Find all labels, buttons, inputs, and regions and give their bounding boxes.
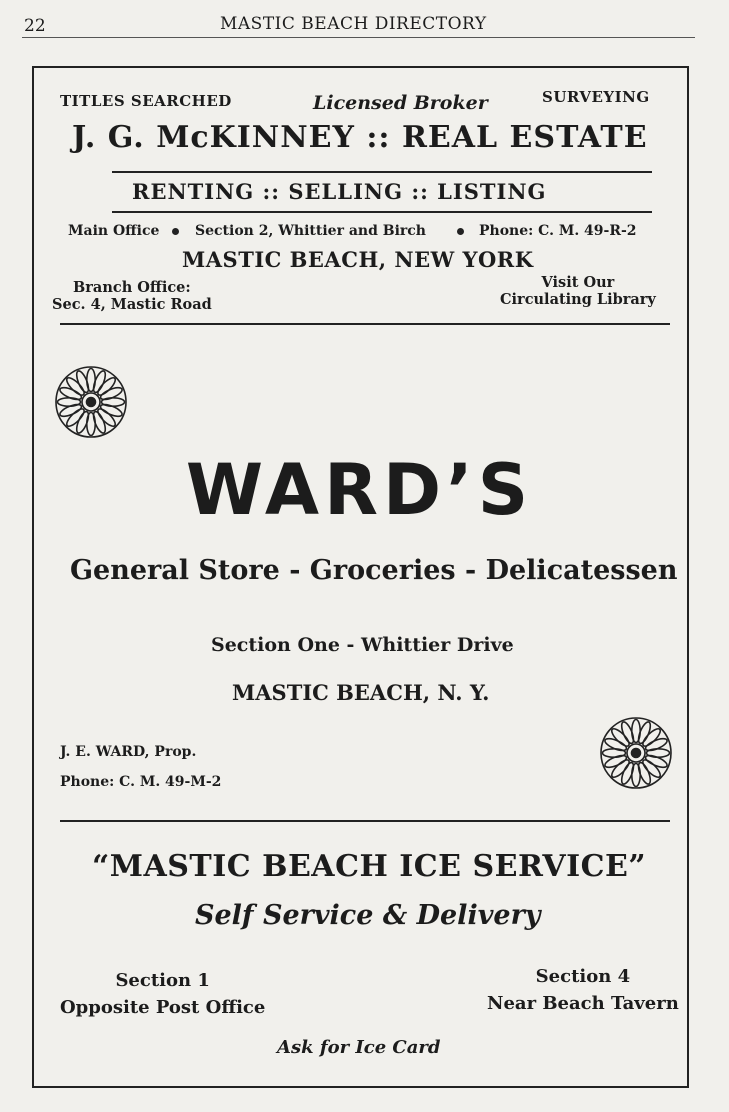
branch-office-label: Branch Office:: [73, 279, 191, 296]
section-divider-2: [60, 820, 670, 822]
rosette-ornament-icon: [53, 364, 129, 440]
wards-proprietor: J. E. WARD, Prop.: [60, 744, 197, 760]
section-divider-1: [60, 323, 670, 325]
licensed-broker: Licensed Broker: [313, 92, 488, 114]
library-note-line1: Visit Our: [541, 274, 615, 291]
ice-location-section-1-label: Section 1: [115, 970, 210, 991]
titles-searched: TITLES SEARCHED: [60, 92, 232, 110]
ice-location-section-1-note: Opposite Post Office: [60, 997, 266, 1018]
wards-phone: Phone: C. M. 49-M-2: [60, 774, 222, 790]
services-line: RENTING :: SELLING :: LISTING: [132, 179, 547, 204]
library-note: [500, 274, 656, 308]
library-note-line2: Circulating Library: [500, 291, 656, 308]
mckinney-name: J. G. McKINNEY :: REAL ESTATE: [72, 120, 648, 155]
ice-service-title: “MASTIC BEACH ICE SERVICE”: [92, 849, 647, 884]
main-office-phone: Phone: C. M. 49-R-2: [479, 223, 637, 239]
page-number: 22: [24, 16, 46, 36]
ice-card-note: Ask for Ice Card: [277, 1037, 441, 1058]
wards-goods: General Store - Groceries - Delicatessen: [70, 555, 678, 586]
bullet-icon: [172, 228, 179, 235]
branch-office-address: Sec. 4, Mastic Road: [52, 296, 212, 313]
branch-office: [52, 279, 212, 313]
running-title: MASTIC BEACH DIRECTORY: [220, 14, 487, 34]
wards-title: WARD’S: [185, 449, 534, 531]
ice-location-section-4-label: Section 4: [535, 966, 631, 987]
ice-location-section-1: [60, 967, 265, 1021]
surveying: SURVEYING: [542, 88, 650, 106]
main-office-location: Section 2, Whittier and Birch: [195, 223, 426, 239]
ice-location-section-4-note: Near Beach Tavern: [487, 993, 679, 1014]
ice-location-section-4: [487, 963, 679, 1017]
wards-address: Section One - Whittier Drive: [211, 634, 514, 656]
rosette-ornament-icon: [598, 715, 674, 791]
main-office-label: Main Office: [68, 223, 160, 239]
header-rule: [22, 37, 695, 38]
ice-service-subtitle: Self Service & Delivery: [195, 900, 541, 931]
mckinney-city: MASTIC BEACH, NEW YORK: [182, 247, 534, 272]
services-bottom-rule: [112, 211, 652, 213]
bullet-icon: [457, 228, 464, 235]
services-top-rule: [112, 171, 652, 173]
wards-city: MASTIC BEACH, N. Y.: [232, 680, 490, 705]
